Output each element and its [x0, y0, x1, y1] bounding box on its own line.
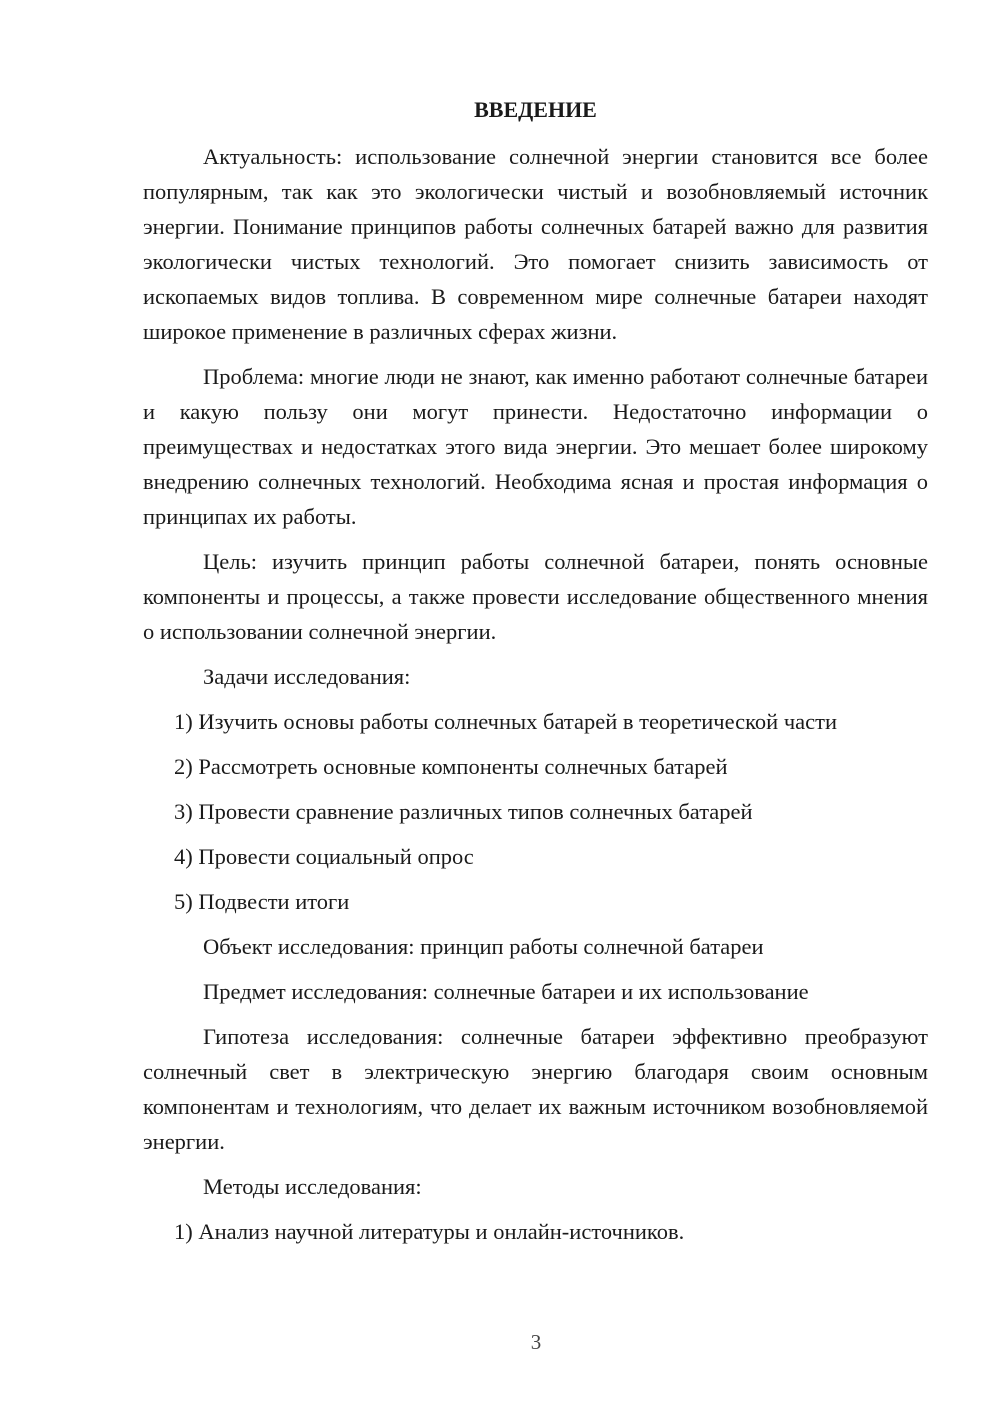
- document-page: [143, 92, 928, 1259]
- methods-list: [143, 1214, 928, 1249]
- problem-paragraph: Проблема: многие люди не знают, как именно работают солнечные батареи и какую пользу они могут принести. Недостаточно информации о преимуществах и недостатках этого вида энергии. Это мешает более широкому внедрению солнечных технологий. Необходима ясная и простая информация о принципах их работы.: [143, 364, 928, 529]
- page-number: 3: [530, 1330, 542, 1354]
- section-title: ВВЕДЕНИЕ: [474, 97, 597, 122]
- task-item: 5) Подвести итоги: [174, 889, 350, 914]
- tasks-heading: Задачи исследования:: [203, 664, 411, 689]
- relevance-paragraph: Актуальность: использование солнечной энергии становится все более популярным, так как это экологически чистый и возобновляемый источник энергии. Понимание принципов работы солнечных батарей важно для развития экологически чистых технологий. Это помогает снизить зависимость от ископаемых видов топлива. В современном мире солнечные батареи находят широкое применение в различных сферах жизни.: [143, 144, 928, 344]
- method-item: 1) Анализ научной литературы и онлайн-источников.: [174, 1219, 685, 1244]
- hypothesis-paragraph: Гипотеза исследования: солнечные батареи эффективно преобразуют солнечный свет в электрическую энергию благодаря своим основным компонентам и технологиям, что делает их важным источником возобновляемой энергии.: [143, 1024, 928, 1154]
- research-object: Объект исследования: принцип работы солнечной батареи: [203, 934, 764, 959]
- goal-paragraph: Цель: изучить принцип работы солнечной батареи, понять основные компоненты и процессы, а также провести исследование общественного мнения о использовании солнечной энергии.: [143, 549, 928, 644]
- task-item: 3) Провести сравнение различных типов солнечных батарей: [174, 799, 753, 824]
- task-item: 2) Рассмотреть основные компоненты солнечных батарей: [174, 754, 728, 779]
- research-subject: Предмет исследования: солнечные батареи и их использование: [203, 979, 809, 1004]
- tasks-list: [143, 704, 928, 919]
- methods-heading: Методы исследования:: [203, 1174, 422, 1199]
- task-item: 1) Изучить основы работы солнечных батарей в теоретической части: [174, 709, 838, 734]
- task-item: 4) Провести социальный опрос: [174, 844, 474, 869]
